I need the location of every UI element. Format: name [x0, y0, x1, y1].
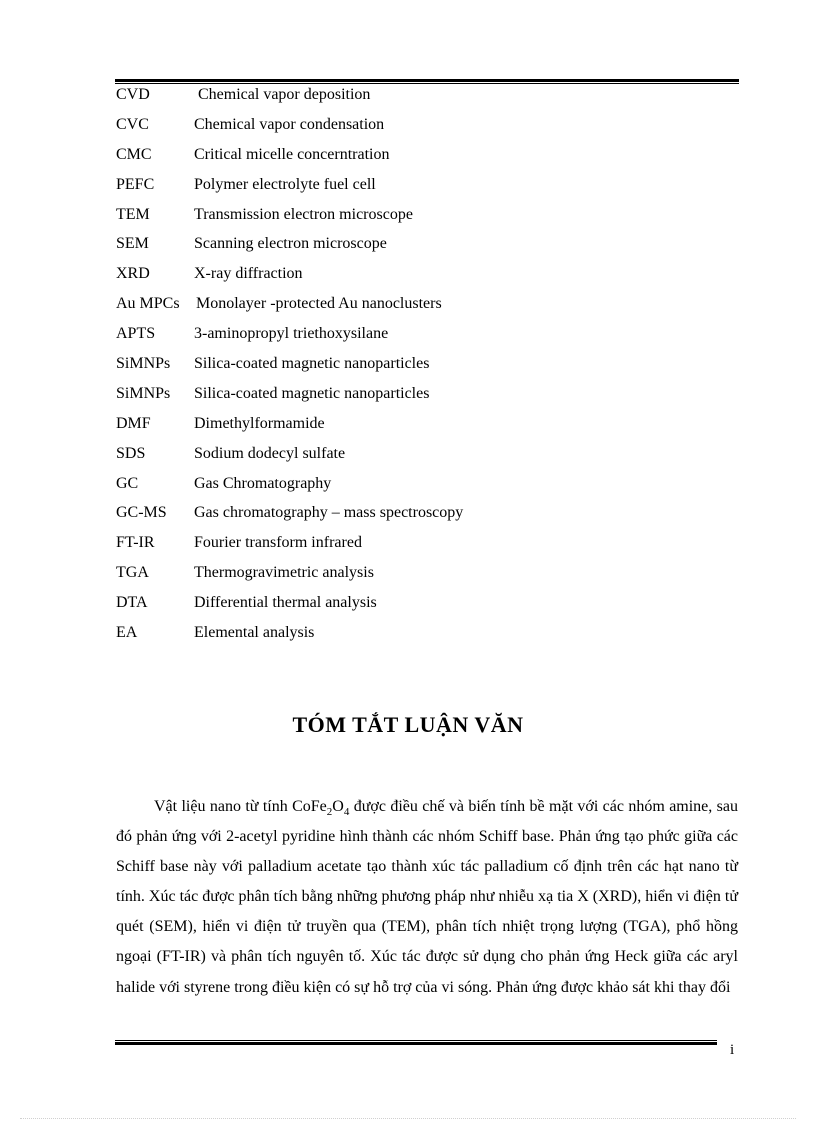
summary-paragraph — [116, 792, 738, 1003]
abbreviation-description: Fourier transform infrared — [194, 534, 362, 552]
abbreviation-description: Dimethylformamide — [194, 414, 325, 432]
abbreviation-row — [116, 623, 736, 653]
abbreviation-row — [116, 444, 736, 474]
abbreviation-row — [116, 533, 736, 563]
abbreviation-description: 3-aminopropyl triethoxysilane — [194, 325, 389, 343]
abbreviation-code: FT-IR — [116, 534, 155, 552]
abbreviation-description: Silica-coated magnetic nanoparticles — [194, 384, 430, 402]
abbreviation-description: Thermogravimetric analysis — [194, 564, 374, 582]
abbreviation-row — [116, 593, 736, 623]
abbreviation-code: TEM — [116, 205, 150, 223]
abbreviation-description: Transmission electron microscope — [194, 205, 413, 223]
summary-body: được điều chế và biến tính bề mặt với các nhóm amine, sau đó phản ứng với 2-acetyl pyridine hình thành các nhóm Schiff base. Phản ứng tạo phức giữa các Schiff base này với palladium acetate tạo thành xúc tác palladium cố định trên các hạt nano từ tính. Xúc tác được phân tích bằng những phương pháp như nhiễu xạ tia X (XRD), hiển vi điện tử quét (SEM), hiển vi điện tử truyền qua (TEM), phân tích nhiệt trọng lượng (TGA), phổ hồng ngoại (FT-IR) và phân tích nguyên tố. Xúc tác được sử dụng cho phản ứng Heck giữa các aryl halide với styrene trong điều kiện có sự hỗ trợ của vi sóng. Phản ứng được khảo sát khi thay đổi — [116, 798, 738, 996]
abbreviation-row — [116, 175, 736, 205]
abbreviation-code: PEFC — [116, 175, 155, 193]
abbreviation-row — [116, 414, 736, 444]
abbreviation-description: Polymer electrolyte fuel cell — [194, 175, 376, 193]
abbreviation-row — [116, 384, 736, 414]
abbreviation-description: Gas chromatography – mass spectroscopy — [194, 504, 464, 522]
abbreviation-row — [116, 474, 736, 504]
chemical-formula: $CoFe_2O_4$ — [292, 798, 350, 819]
abbreviation-description: Differential thermal analysis — [194, 594, 377, 612]
abbreviation-code: SiMNPs — [116, 384, 171, 402]
abbreviation-row — [116, 354, 736, 384]
abbreviation-code: Au MPCs — [116, 295, 180, 313]
section-title: TÓM TẮT LUẬN VĂN — [292, 712, 524, 737]
footer-rule — [115, 1040, 717, 1041]
summary-intro: Vật liệu nano từ tính — [154, 798, 293, 815]
abbreviation-row — [116, 145, 736, 175]
abbreviation-code: CVC — [116, 115, 149, 133]
abbreviation-row — [116, 115, 736, 145]
abbreviation-code: CVD — [116, 86, 150, 103]
abbreviation-description: Elemental analysis — [194, 624, 315, 642]
abbreviation-code: APTS — [116, 325, 156, 343]
abbreviation-description: Chemical vapor deposition — [198, 86, 371, 103]
abbreviation-row — [116, 205, 736, 235]
abbreviation-code: SiMNPs — [116, 355, 171, 373]
abbreviation-description: X-ray diffraction — [194, 265, 303, 283]
abbreviation-row — [116, 85, 736, 115]
abbreviation-code: GC-MS — [116, 504, 167, 522]
abbreviation-description: Gas Chromatography — [194, 474, 332, 492]
abbreviation-code: SDS — [116, 444, 146, 462]
abbreviation-description: Monolayer -protected Au nanoclusters — [196, 295, 442, 313]
header-rule — [115, 79, 739, 82]
abbreviation-description: Chemical vapor condensation — [194, 115, 385, 133]
abbreviation-code: DMF — [116, 414, 151, 432]
abbreviation-code: DTA — [116, 594, 148, 612]
abbreviation-description: Critical micelle concerntration — [194, 145, 390, 163]
abbreviation-code: XRD — [116, 265, 150, 283]
abbreviation-row — [116, 234, 736, 264]
abbreviation-description: Sodium dodecyl sulfate — [194, 444, 346, 462]
abbreviation-list — [116, 85, 736, 653]
abbreviation-row — [116, 503, 736, 533]
abbreviation-row — [116, 324, 736, 354]
abbreviation-code: CMC — [116, 145, 152, 163]
abbreviation-row — [116, 294, 736, 324]
abbreviation-code: GC — [116, 474, 139, 492]
abbreviation-row — [116, 264, 736, 294]
page-edge-divider — [20, 1118, 796, 1119]
abbreviation-code: SEM — [116, 235, 149, 253]
page-number: i — [730, 1042, 735, 1058]
abbreviation-code: TGA — [116, 564, 149, 582]
abbreviation-description: Silica-coated magnetic nanoparticles — [194, 355, 430, 373]
abbreviation-description: Scanning electron microscope — [194, 235, 387, 253]
abbreviation-code: EA — [116, 624, 138, 642]
abbreviation-row — [116, 563, 736, 593]
